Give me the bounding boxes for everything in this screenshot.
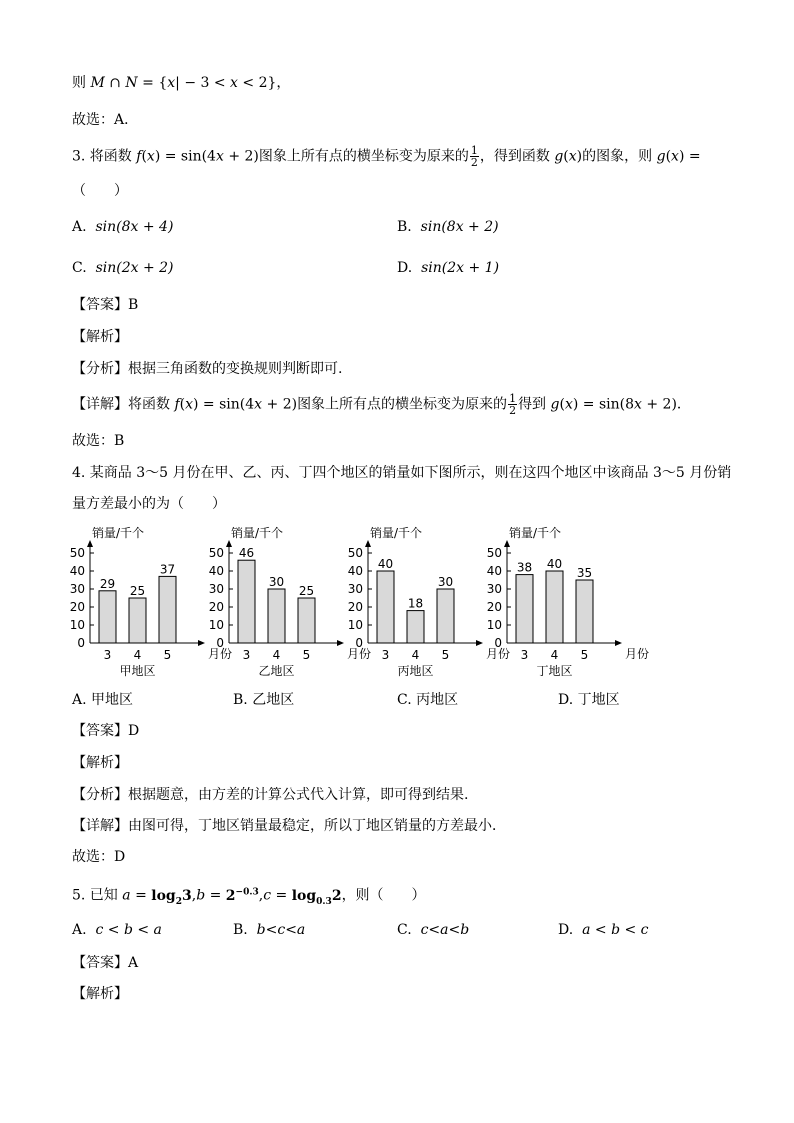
option-expr: sin(8x + 2) xyxy=(420,219,499,235)
bar xyxy=(576,580,593,643)
q5-analysis-label: 【解析】 xyxy=(72,986,128,1002)
y-tick-label: 30 xyxy=(347,582,363,596)
q3-detail-b: 图象上所有点的横坐标变为原来的 xyxy=(297,396,508,413)
q5-answer: 【答案】A xyxy=(72,955,139,971)
option-expr: sin(2x + 1) xyxy=(421,260,500,276)
bar-value-label: 30 xyxy=(437,575,454,589)
x-tick-label: 5 xyxy=(441,648,450,662)
y-tick-label: 40 xyxy=(347,564,363,578)
chart-title: 甲地区 xyxy=(119,664,156,678)
y-tick-label: 40 xyxy=(486,564,502,578)
option-letter: C. xyxy=(397,922,412,938)
formula-g2: g(x) = xyxy=(656,148,701,165)
q5-text-b: ，则（ ） xyxy=(341,887,426,904)
q4-analysis-label: 【解析】 xyxy=(72,755,128,771)
option-letter: D. xyxy=(397,260,413,276)
q5-option-a[interactable] xyxy=(72,920,162,940)
q4-option-c[interactable]: C. 丙地区 xyxy=(397,692,459,708)
bar-value-label: 37 xyxy=(159,562,176,577)
x-tick-label: 4 xyxy=(133,648,142,662)
y-tick-label: 30 xyxy=(486,582,502,596)
bar-value-label: 30 xyxy=(268,575,285,589)
x-axis-arrow xyxy=(615,640,622,646)
option-expr: c < b < a xyxy=(95,922,162,938)
bar-value-label: 40 xyxy=(377,557,394,571)
x-tick-label: 3 xyxy=(381,648,390,662)
x-tick-label: 5 xyxy=(302,648,311,662)
bar-value-label: 40 xyxy=(546,557,563,571)
q5-option-c[interactable] xyxy=(397,920,469,940)
q4-option-b[interactable]: B. 乙地区 xyxy=(233,692,295,708)
q4-analysis: 【分析】根据题意，由方差的计算公式代入计算，即可得到结果. xyxy=(72,787,469,803)
option-expr: b<c<a xyxy=(256,922,306,938)
x-axis-label: 月份 xyxy=(347,647,372,661)
y-tick-label: 50 xyxy=(208,546,224,560)
option-letter: A. xyxy=(72,922,87,938)
q3-option-a[interactable] xyxy=(72,217,173,237)
fraction-half: $\frac{1}{2}$ xyxy=(470,144,478,169)
x-tick-label: 4 xyxy=(550,648,559,662)
q4-detail: 【详解】由图可得，丁地区销量最稳定，所以丁地区销量的方差最小． xyxy=(72,818,506,834)
bar-value-label: 25 xyxy=(129,584,146,598)
y-tick-label: 0 xyxy=(494,636,502,650)
chart-title: 丁地区 xyxy=(536,664,573,678)
set-intersection-line: 则 M ∩ N = {x| − 3 < x < 2}， xyxy=(72,75,291,91)
y-tick-label: 10 xyxy=(347,618,363,632)
bar-value-label: 46 xyxy=(238,546,255,561)
formula-intersection: M ∩ N = {x| − 3 < x < 2} xyxy=(90,75,277,91)
y-axis-arrow xyxy=(226,540,232,547)
y-tick-label: 20 xyxy=(208,600,224,614)
formula-f: f(x) = sin(4x + 2) xyxy=(136,148,259,165)
y-axis-label: 销量/千个 xyxy=(231,526,284,540)
q3-text-d: 的图象，则 xyxy=(582,148,653,165)
bar-value-label: 35 xyxy=(576,566,593,580)
y-axis-arrow xyxy=(87,540,93,547)
bar-value-label: 29 xyxy=(99,576,116,591)
fraction-half-detail: $\frac{1}{2}$ xyxy=(509,392,517,417)
chart-title: 乙地区 xyxy=(258,664,295,678)
y-tick-label: 30 xyxy=(69,582,85,596)
y-axis-label: 销量/千个 xyxy=(509,526,562,540)
bar-value-label: 25 xyxy=(298,584,315,598)
bar xyxy=(437,589,454,643)
bar xyxy=(298,598,315,643)
x-axis-label: 月份 xyxy=(625,647,650,661)
q4-option-a[interactable]: A. 甲地区 xyxy=(72,692,134,708)
x-tick-label: 4 xyxy=(411,648,420,662)
bar-value-label: 18 xyxy=(407,596,424,611)
bar xyxy=(546,571,563,643)
q4-pick: 故选：D xyxy=(72,849,126,865)
y-tick-label: 10 xyxy=(69,618,85,632)
q5-option-d[interactable] xyxy=(558,920,649,940)
formula-g-detail: g(x) = sin(8x + 2)． xyxy=(550,396,691,413)
charts-figure xyxy=(0,522,794,682)
q3-option-b[interactable] xyxy=(397,217,499,237)
q4-option-d[interactable]: D. 丁地区 xyxy=(558,692,620,708)
option-expr: sin(8x + 4) xyxy=(95,219,174,235)
bar xyxy=(99,591,116,643)
y-tick-label: 50 xyxy=(347,546,363,560)
q4-answer: 【答案】D xyxy=(72,723,140,739)
bar xyxy=(268,589,285,643)
x-axis-arrow xyxy=(476,640,483,646)
bar xyxy=(407,611,424,643)
q3-text-a: 3. 将函数 xyxy=(72,148,132,165)
bar-value-label: 38 xyxy=(516,560,533,575)
question-3-line1 xyxy=(72,145,701,168)
formula-g: g(x) xyxy=(554,148,583,165)
q3-detail xyxy=(72,393,691,416)
y-axis-arrow xyxy=(504,540,510,547)
option-letter: C. xyxy=(72,260,87,276)
question-4-line2: 量方差最小的为（ ） xyxy=(72,496,226,512)
x-tick-label: 3 xyxy=(520,648,529,662)
bar xyxy=(238,560,255,643)
question-4-line1: 4. 某商品 3～5 月份在甲、乙、丙、丁四个地区的销量如下图所示，则在这四个地区中该商品 3～5 月份销 xyxy=(72,465,732,481)
question-5 xyxy=(72,882,426,911)
q3-text-b: 图象上所有点的横坐标变为原来的 xyxy=(258,148,469,165)
y-tick-label: 20 xyxy=(347,600,363,614)
q3-answer: 【答案】B xyxy=(72,297,139,313)
bar xyxy=(129,598,146,643)
y-tick-label: 30 xyxy=(208,582,224,596)
option-letter: B. xyxy=(233,922,248,938)
y-tick-label: 10 xyxy=(208,618,224,632)
bar xyxy=(516,575,533,643)
q3-detail-c: 得到 xyxy=(518,396,547,413)
y-tick-label: 0 xyxy=(216,636,224,650)
option-letter: D. xyxy=(558,922,574,938)
q3-pick: 故选：B xyxy=(72,433,125,449)
y-tick-label: 10 xyxy=(486,618,502,632)
q3-option-c[interactable] xyxy=(72,258,174,278)
option-letter: B. xyxy=(397,219,412,235)
y-tick-label: 20 xyxy=(69,600,85,614)
x-tick-label: 3 xyxy=(103,648,112,662)
y-tick-label: 0 xyxy=(355,636,363,650)
y-tick-label: 20 xyxy=(486,600,502,614)
y-axis-label: 销量/千个 xyxy=(370,526,423,540)
choice-line: 故选：A． xyxy=(72,112,139,128)
y-tick-label: 50 xyxy=(69,546,85,560)
y-axis-arrow xyxy=(365,540,371,547)
x-axis-label: 月份 xyxy=(208,647,233,661)
option-letter: A. xyxy=(72,219,87,235)
text-ze: 则 xyxy=(72,75,86,91)
q3-analysis: 【分析】根据三角函数的变换规则判断即可. xyxy=(72,361,343,377)
option-expr: c<a<b xyxy=(420,922,470,938)
y-tick-label: 50 xyxy=(486,546,502,560)
q3-analysis-label: 【解析】 xyxy=(72,329,128,345)
y-tick-label: 0 xyxy=(77,636,85,650)
q3-detail-a: 【详解】将函数 xyxy=(72,396,170,413)
bar xyxy=(377,571,394,643)
bar xyxy=(159,576,176,643)
y-tick-label: 40 xyxy=(208,564,224,578)
formula-abc: $a = \log_23,b = 2^{-0.3},c = \log_{0.3}2$ xyxy=(122,887,342,907)
q5-text-a: 5. 已知 xyxy=(72,887,118,904)
formula-f-detail: f(x) = sin(4x + 2) xyxy=(174,396,298,413)
q3-option-d[interactable] xyxy=(397,258,499,278)
y-axis-label: 销量/千个 xyxy=(92,526,145,540)
x-tick-label: 3 xyxy=(242,648,251,662)
q3-text-c: ，得到函数 xyxy=(479,148,550,165)
y-tick-label: 40 xyxy=(69,564,85,578)
q5-option-b[interactable] xyxy=(233,920,305,940)
x-axis-arrow xyxy=(337,640,344,646)
option-expr: a < b < c xyxy=(582,922,649,938)
option-expr: sin(2x + 2) xyxy=(95,260,174,276)
x-tick-label: 5 xyxy=(580,648,589,662)
x-tick-label: 5 xyxy=(163,648,172,662)
x-axis-arrow xyxy=(198,640,205,646)
q3-paren: （ ） xyxy=(72,183,128,199)
x-axis-label: 月份 xyxy=(486,647,511,661)
chart-title: 丙地区 xyxy=(397,664,434,678)
x-tick-label: 4 xyxy=(272,648,281,662)
